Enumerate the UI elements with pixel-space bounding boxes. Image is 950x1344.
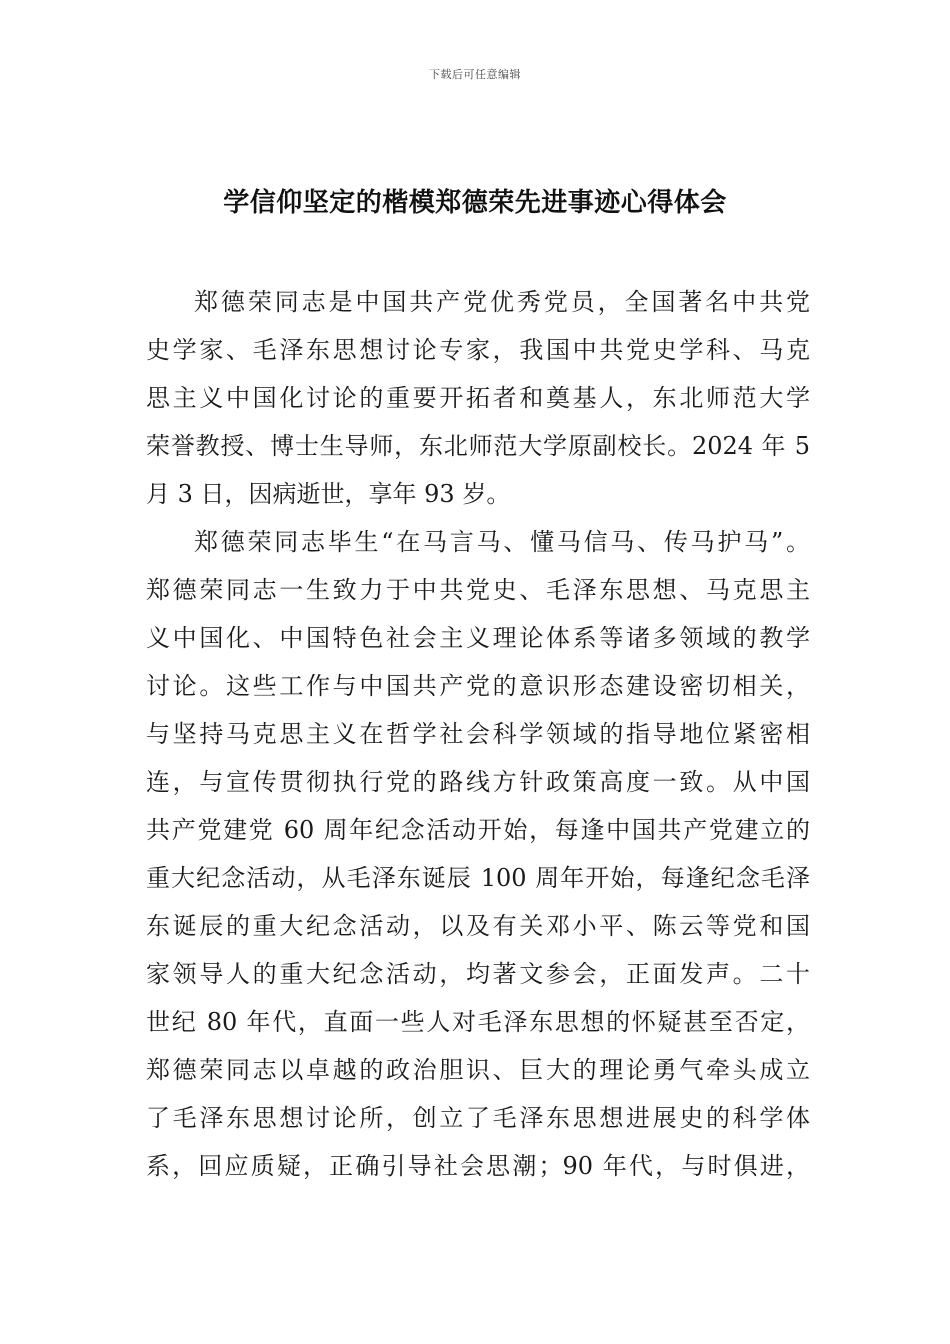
paragraph-2-line-4: 讨论。这些工作与中国共产党的意识形态建设密切相关， (146, 672, 810, 700)
paragraph-1-line-2: 史学家、毛泽东思想讨论专家，我国中共党史学科、马克 (146, 336, 810, 364)
paragraph-2-line-9: 东诞辰的重大纪念活动，以及有关邓小平、陈云等党和国 (146, 912, 810, 940)
paragraph-2-line-8: 重大纪念活动，从毛泽东诞辰 100 周年开始，每逢纪念毛泽 (146, 864, 810, 892)
paragraph-2-line-12: 郑德荣同志以卓越的政治胆识、巨大的理论勇气牵头成立 (146, 1056, 810, 1084)
paragraph-1-line-5: 月 3 日，因病逝世，享年 93 岁。 (146, 480, 511, 508)
paragraph-2-line-7: 共产党建党 60 周年纪念活动开始，每逢中国共产党建立的 (146, 816, 810, 844)
paragraph-2-line-2: 郑德荣同志一生致力于中共党史、毛泽东思想、马克思主 (146, 576, 810, 604)
paragraph-2-line-14: 系，回应质疑，正确引导社会思潮；90 年代，与时俱进， (146, 1152, 810, 1180)
paragraph-2-line-13: 了毛泽东思想讨论所，创立了毛泽东思想进展史的科学体 (146, 1104, 810, 1132)
paragraph-1-line-1: 郑德荣同志是中国共产党优秀党员，全国著名中共党 (194, 288, 810, 316)
document-title: 学信仰坚定的楷模郑德荣先进事迹心得体会 (223, 188, 727, 218)
paragraph-2-line-5: 与坚持马克思主义在哲学社会科学领域的指导地位紧密相 (146, 720, 810, 748)
paragraph-2-line-3: 义中国化、中国特色社会主义理论体系等诸多领域的教学 (146, 624, 810, 652)
paragraph-1-line-4: 荣誉教授、博士生导师，东北师范大学原副校长。2024 年 5 (146, 432, 810, 460)
paragraph-2-line-6: 连，与宣传贯彻执行党的路线方针政策高度一致。从中国 (146, 768, 810, 796)
header-note: 下载后可任意编辑 (429, 68, 521, 81)
paragraph-2-line-1: 郑德荣同志毕生“在马言马、懂马信马、传马护马”。 (194, 528, 810, 556)
paragraph-1-line-3: 思主义中国化讨论的重要开拓者和奠基人，东北师范大学 (146, 384, 810, 412)
paragraph-2-line-10: 家领导人的重大纪念活动，均著文参会，正面发声。二十 (146, 960, 810, 988)
paragraph-2-line-11: 世纪 80 年代，直面一些人对毛泽东思想的怀疑甚至否定， (146, 1008, 810, 1036)
document-body (146, 278, 810, 1190)
